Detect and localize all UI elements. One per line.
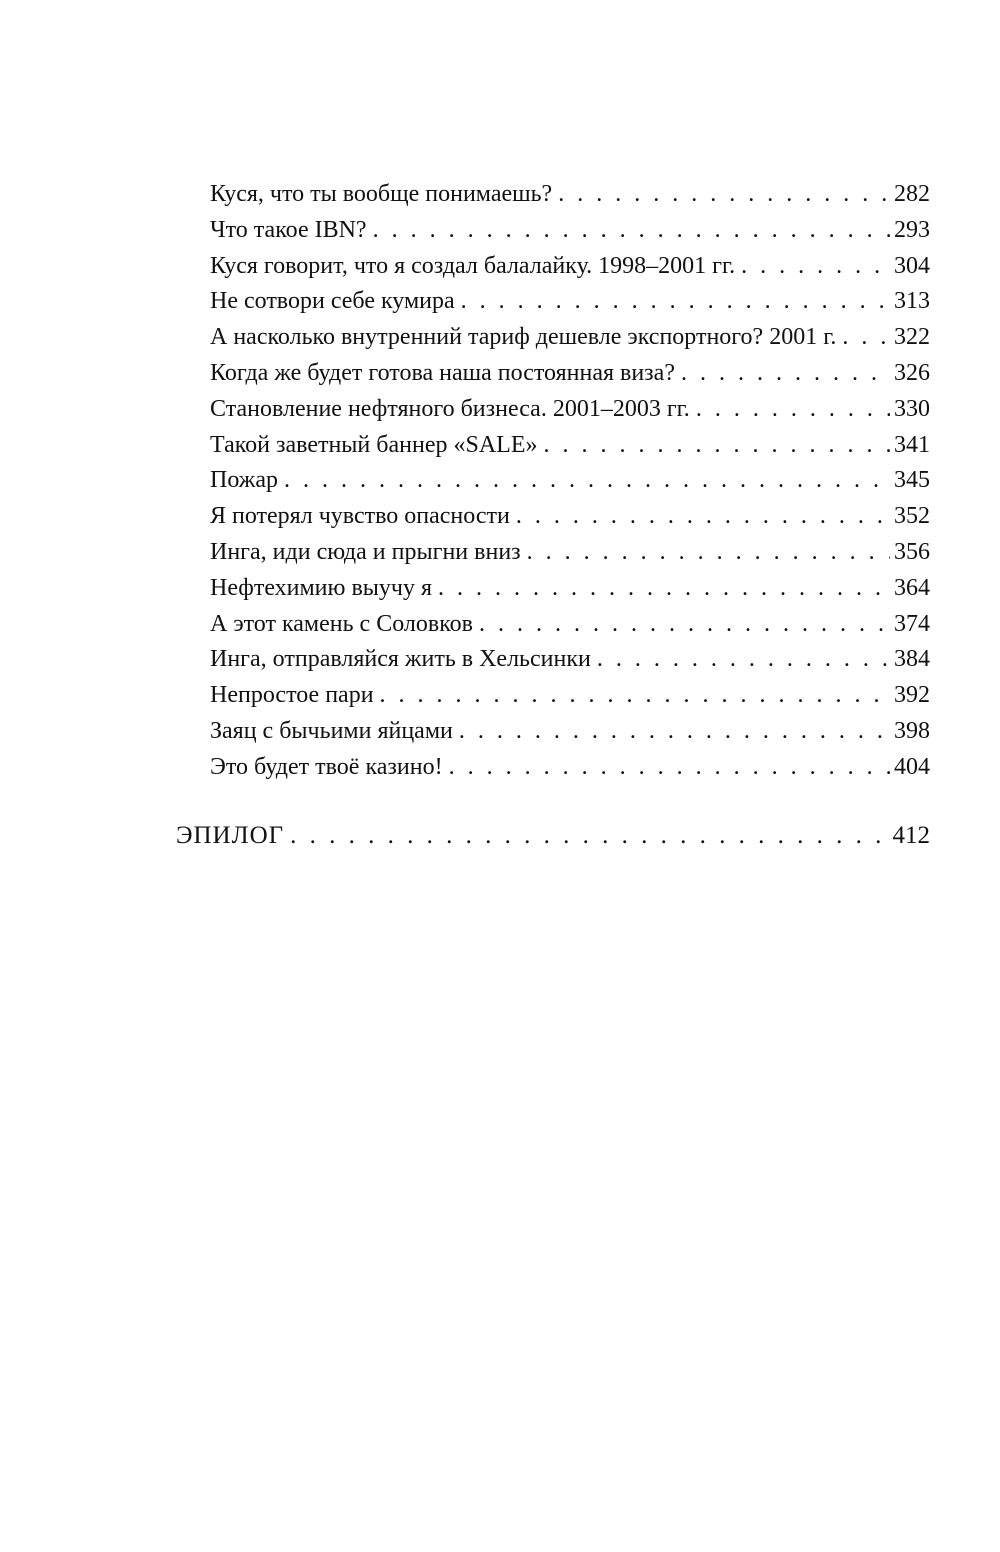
toc-entry-page: 304 xyxy=(894,252,930,279)
dot-leader xyxy=(438,571,890,607)
toc-entry[interactable] xyxy=(210,714,930,750)
toc-entry[interactable] xyxy=(210,571,930,607)
toc-entry-title: Не сотвори себе кумира xyxy=(210,288,455,315)
dot-leader xyxy=(597,642,890,678)
toc-entry-title: А насколько внутренний тариф дешевле экспортного? 2001 г. xyxy=(210,324,837,351)
toc-entry[interactable] xyxy=(210,177,930,213)
toc-entry[interactable] xyxy=(210,428,930,464)
dot-leader xyxy=(527,535,890,571)
toc-entry[interactable] xyxy=(210,535,930,571)
dot-leader xyxy=(696,392,890,428)
epilogue-page: 412 xyxy=(892,822,930,849)
dot-leader xyxy=(459,714,890,750)
toc-entry-page: 398 xyxy=(894,717,930,744)
dot-leader xyxy=(380,678,890,714)
toc-entry[interactable] xyxy=(210,249,930,285)
toc-entry-page: 404 xyxy=(894,753,930,780)
toc-entry[interactable] xyxy=(210,320,930,356)
dot-leader xyxy=(373,213,890,249)
toc-list xyxy=(210,177,930,786)
toc-entry[interactable] xyxy=(210,463,930,499)
dot-leader xyxy=(558,177,890,213)
toc-entry-page: 392 xyxy=(894,682,930,709)
toc-entry-page: 322 xyxy=(894,324,930,351)
dot-leader xyxy=(516,499,890,535)
toc-entry-page: 364 xyxy=(894,574,930,601)
toc-entry-page: 313 xyxy=(894,288,930,315)
toc-entry-title: Становление нефтяного бизнеса. 2001–2003 гг. xyxy=(210,395,690,422)
toc-entry[interactable] xyxy=(210,284,930,320)
toc-entry-title: А этот камень с Соловков xyxy=(210,610,473,637)
dot-leader xyxy=(290,816,888,856)
toc-entry-title: Инга, иди сюда и прыгни вниз xyxy=(210,538,521,565)
epilogue-title: ЭПИЛОГ xyxy=(176,822,285,849)
toc-entry-title: Пожар xyxy=(210,467,278,494)
toc-entry-page: 282 xyxy=(894,181,930,207)
toc-entry[interactable] xyxy=(210,678,930,714)
toc-entry-page: 352 xyxy=(894,503,930,530)
dot-leader xyxy=(449,750,890,786)
toc-entry-title: Заяц с бычьими яйцами xyxy=(210,717,453,744)
dot-leader xyxy=(842,320,890,356)
toc-entry-title: Куся, что ты вообще понимаешь? xyxy=(210,181,553,207)
toc-entry[interactable] xyxy=(210,642,930,678)
toc-entry-title: Такой заветный баннер «SALE» xyxy=(210,431,538,458)
toc-entry[interactable] xyxy=(210,607,930,643)
toc-entry-page: 293 xyxy=(894,216,930,243)
toc-entry-title: Куся говорит, что я создал балалайку. 1998–2001 гг. xyxy=(210,252,736,279)
toc-entry-page: 356 xyxy=(894,538,930,565)
toc-entry-page: 345 xyxy=(894,467,930,494)
toc-entry[interactable] xyxy=(210,356,930,392)
toc-entry-title: Непростое пари xyxy=(210,682,374,709)
dot-leader xyxy=(681,356,890,392)
toc-entry-epilogue[interactable] xyxy=(176,816,930,856)
toc-entry-title: Я потерял чувство опасности xyxy=(210,503,510,530)
toc-entry-title: Когда же будет готова наша постоянная виза? xyxy=(210,359,675,386)
toc-entry-title: Это будет твоё казино! xyxy=(210,753,443,780)
toc-entry[interactable] xyxy=(210,213,930,249)
toc-entry-page: 384 xyxy=(894,646,930,673)
dot-leader xyxy=(479,607,890,643)
toc-entry-title: Инга, отправляйся жить в Хельсинки xyxy=(210,646,591,673)
dot-leader xyxy=(543,428,890,464)
toc-entry-title: Нефтехимию выучу я xyxy=(210,574,433,601)
toc-entry-page: 330 xyxy=(894,395,930,422)
toc-entry-title: Что такое IBN? xyxy=(210,216,367,243)
toc-entry[interactable] xyxy=(210,499,930,535)
toc-entry-page: 326 xyxy=(894,359,930,386)
toc-entry-page: 374 xyxy=(894,610,930,637)
dot-leader xyxy=(461,284,890,320)
toc-entry[interactable] xyxy=(210,750,930,786)
toc-entry[interactable] xyxy=(210,392,930,428)
dot-leader xyxy=(741,249,890,285)
dot-leader xyxy=(284,463,890,499)
toc-entry-page: 341 xyxy=(894,431,930,458)
